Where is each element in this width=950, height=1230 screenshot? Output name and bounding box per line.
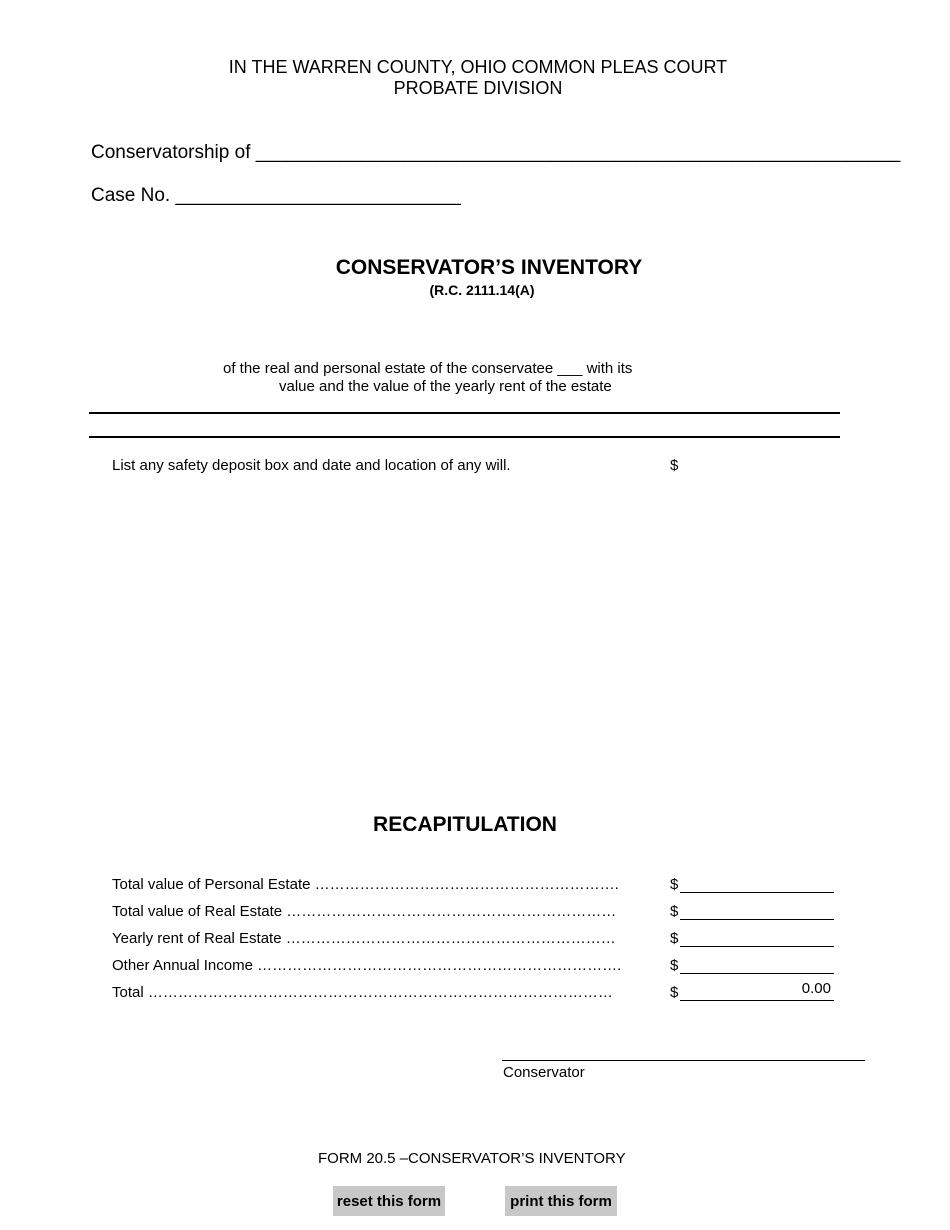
recap-total-value: 0.00	[801, 980, 831, 997]
recap-field-yearly-rent[interactable]	[680, 946, 834, 947]
case-number-field[interactable]	[91, 185, 461, 207]
recap-currency-other-income: $	[670, 957, 679, 974]
description-line-2: value and the value of the yearly rent of the estate	[279, 378, 612, 395]
inventory-instruction: List any safety deposit box and date and location of any will.	[112, 457, 511, 474]
court-division: PROBATE DIVISION	[393, 78, 563, 98]
conservatorship-line[interactable]: _____________________________________________________________	[255, 142, 901, 163]
recap-field-real-estate[interactable]	[680, 919, 834, 920]
reset-form-button[interactable]: reset this form	[333, 1186, 445, 1216]
recap-label-real-estate: Total value of Real Estate …………………………………………………………	[112, 903, 617, 920]
inventory-entry-area[interactable]	[100, 480, 840, 780]
recap-currency-real-estate: $	[670, 903, 679, 920]
recap-currency-yearly-rent: $	[670, 930, 679, 947]
court-name: IN THE WARREN COUNTY, OHIO COMMON PLEAS COURT	[228, 57, 728, 77]
recap-currency-personal-estate: $	[670, 876, 679, 893]
case-number-line[interactable]: ___________________________	[175, 185, 461, 206]
case-number-label: Case No.	[91, 185, 171, 206]
statute-citation: (R.C. 2111.14(A)	[429, 282, 535, 298]
divider-bottom	[89, 436, 840, 438]
recap-label-personal-estate: Total value of Personal Estate …………………………………………………….	[112, 876, 619, 893]
divider-top	[89, 412, 840, 414]
recap-label-other-income: Other Annual Income ……………………………………………………………….	[112, 957, 622, 974]
conservator-signature-label: Conservator	[503, 1064, 585, 1081]
recap-currency-total: $	[670, 984, 679, 1001]
recap-label-yearly-rent: Yearly rent of Real Estate …………………………………………………………	[112, 930, 616, 947]
form-identifier: FORM 20.5 –CONSERVATOR’S INVENTORY	[318, 1150, 626, 1167]
conservatorship-field[interactable]	[91, 142, 900, 164]
recapitulation-title: RECAPITULATION	[373, 813, 557, 836]
recap-field-other-income[interactable]	[680, 973, 834, 974]
description-line-1: of the real and personal estate of the conservatee ___ with its	[223, 360, 633, 377]
recap-label-total: Total …………………………………………………………………………………	[112, 984, 613, 1001]
print-form-button[interactable]: print this form	[505, 1186, 617, 1216]
conservatorship-label: Conservatorship of	[91, 142, 251, 163]
conservator-signature-line[interactable]	[502, 1060, 865, 1061]
inventory-currency: $	[670, 457, 679, 474]
form-title: CONSERVATOR’S INVENTORY	[335, 256, 643, 279]
recap-field-total[interactable]	[680, 1000, 834, 1001]
recap-field-personal-estate[interactable]	[680, 892, 834, 893]
